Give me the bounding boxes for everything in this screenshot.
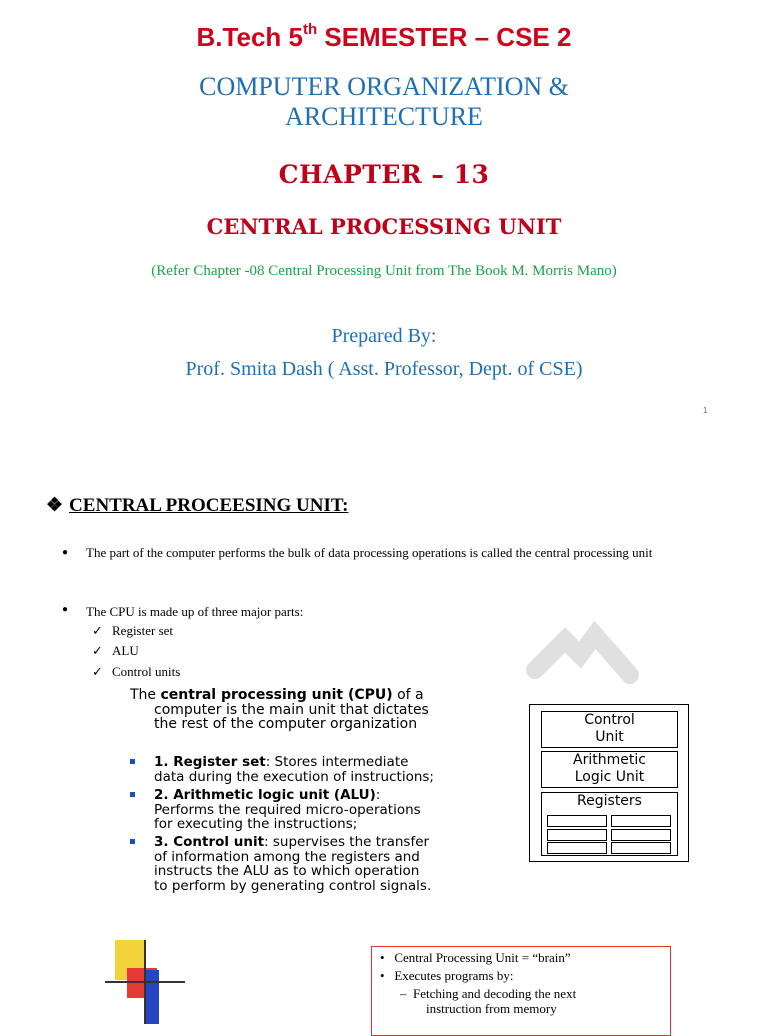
brain-summary-box [371,946,671,1036]
list-item: 2. Arithmetic logic unit (ALU): Performs the required micro-operations for executing the instructions; [130,788,520,832]
check-item: ✓ Register set [92,623,174,638]
bullet-parts: ● The CPU is made up of three major parts: [62,604,304,619]
watermark-arrow-icon [520,610,650,690]
list-item: 1. Register set: Stores intermediate data during the execution of instructions; [130,755,520,784]
course-title [0,72,768,132]
chapter-title: CENTRAL PROCESSING UNIT [206,214,562,239]
alu-box: Arithmetic Logic Unit [541,751,678,788]
square-bullet-icon [130,759,135,764]
list-item: 3. Control unit: supervises the transfer of information among the registers and instructs the ALU as to which operation to perform by generating control signals. [130,835,520,893]
check-item: ✓ Control units [92,664,181,679]
book-reference: (Refer Chapter -08 Central Processing Unit from The Book M. Morris Mano) [151,263,617,279]
square-bullet-icon [130,839,135,844]
register-cell [547,815,607,827]
diamond-bullet-icon: ❖ [46,495,64,516]
chapter-number: CHAPTER – 13 [278,160,490,189]
checkmark-icon: ✓ [92,643,103,658]
page-number: 1 [703,406,708,415]
square-bullet-icon [130,792,135,797]
register-cell [611,815,671,827]
bullet-dot-icon: ● [62,547,69,558]
summary-line: • Central Processing Unit = “brain” [380,950,571,965]
register-cell [547,842,607,854]
register-cell [611,829,671,841]
checkmark-icon: ✓ [92,623,103,638]
semester-heading: B.Tech 5th SEMESTER – CSE 2 [196,21,572,52]
control-unit-box: Control Unit [541,711,678,748]
bullet-definition: ● The part of the computer performs the bulk of data processing operations is called the central processing unit [62,545,653,560]
check-item: ✓ ALU [92,643,139,658]
summary-subline: – Fetching and decoding the next [400,986,577,1001]
author-line: Prof. Smita Dash ( Asst. Professor, Dept. of CSE) [185,358,583,380]
bullet-dot-icon: ● [62,604,69,615]
register-cell [547,829,607,841]
registers-box: Registers [541,792,678,856]
checkmark-icon: ✓ [92,664,103,679]
mondrian-decoration-icon [105,940,185,1024]
register-cell [611,842,671,854]
summary-subline: instruction from memory [426,1001,557,1016]
cpu-diagram [529,704,689,862]
course-title-line2: ARCHITECTURE [285,102,483,131]
prepared-by-label: Prepared By: [331,325,437,347]
section-title: ❖ CENTRAL PROCEESING UNIT: [46,495,349,516]
summary-line: • Executes programs by: [380,968,514,983]
cpu-description: The central processing unit (CPU) of a computer is the main unit that dictates the rest of the computer organization [130,687,429,732]
course-title-line1: COMPUTER ORGANIZATION & [199,72,569,101]
